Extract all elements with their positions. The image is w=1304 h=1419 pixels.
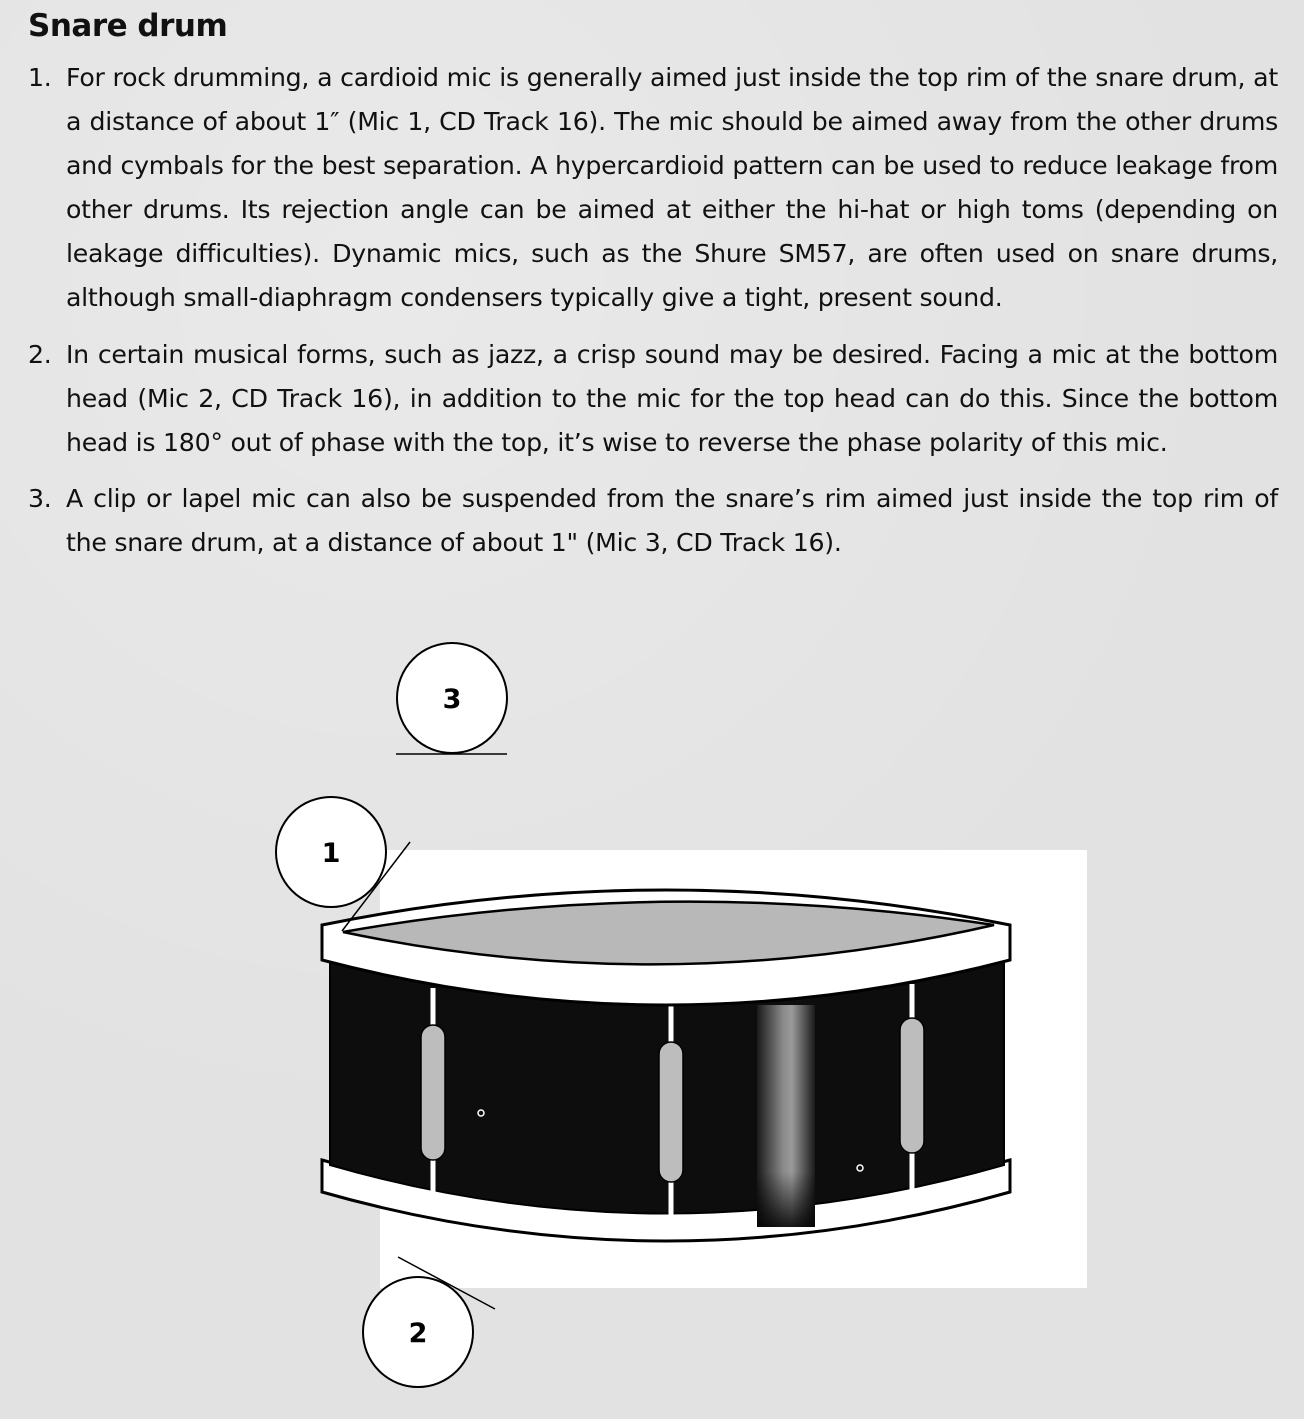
list-item-text: In certain musical forms, such as jazz, a crisp sound may be desired. Facing a mic at the bottom head (Mic 2, CD Track 16), in addition to the mic for the top head can do this. Since the bottom head is 180° out of phase with the top, it’s wise to reverse the phase polarity of this mic. <box>66 339 1278 457</box>
section-heading: Snare drum <box>28 8 228 44</box>
lug <box>900 1018 924 1153</box>
mic-2-label: 2 <box>408 1318 428 1349</box>
shell-highlight-shade <box>757 1005 815 1227</box>
list-item-number: 2. <box>28 339 52 369</box>
lug <box>659 1042 683 1182</box>
list-item-number: 3. <box>28 484 52 513</box>
list-item-number: 1. <box>28 63 52 92</box>
mic-3-label: 3 <box>442 684 462 715</box>
list-item-text: A clip or lapel mic can also be suspended from the snare’s rim aimed just inside the top rim of the snare drum, at a distance of about 1" (Mic 3, CD Track 16). <box>66 484 1278 557</box>
mic-1-label: 1 <box>321 838 341 869</box>
lug <box>421 1025 445 1160</box>
list-item-text: For rock drumming, a cardioid mic is generally aimed just inside the top rim of the snare drum, at a distance of about 1″ (Mic 1, CD Track 16). The mic should be aimed away from the other drums and cymbals for the best separation. A hypercardioid pattern can be used to reduce leakage from other drums. Its rejection angle can be aimed at either the hi-hat or high toms (depending on leakage difficulties). Dynamic mics, such as the Shure SM57, are often used on snare drums, although small-diaphragm condensers typically give a tight, present sound. <box>66 63 1278 312</box>
